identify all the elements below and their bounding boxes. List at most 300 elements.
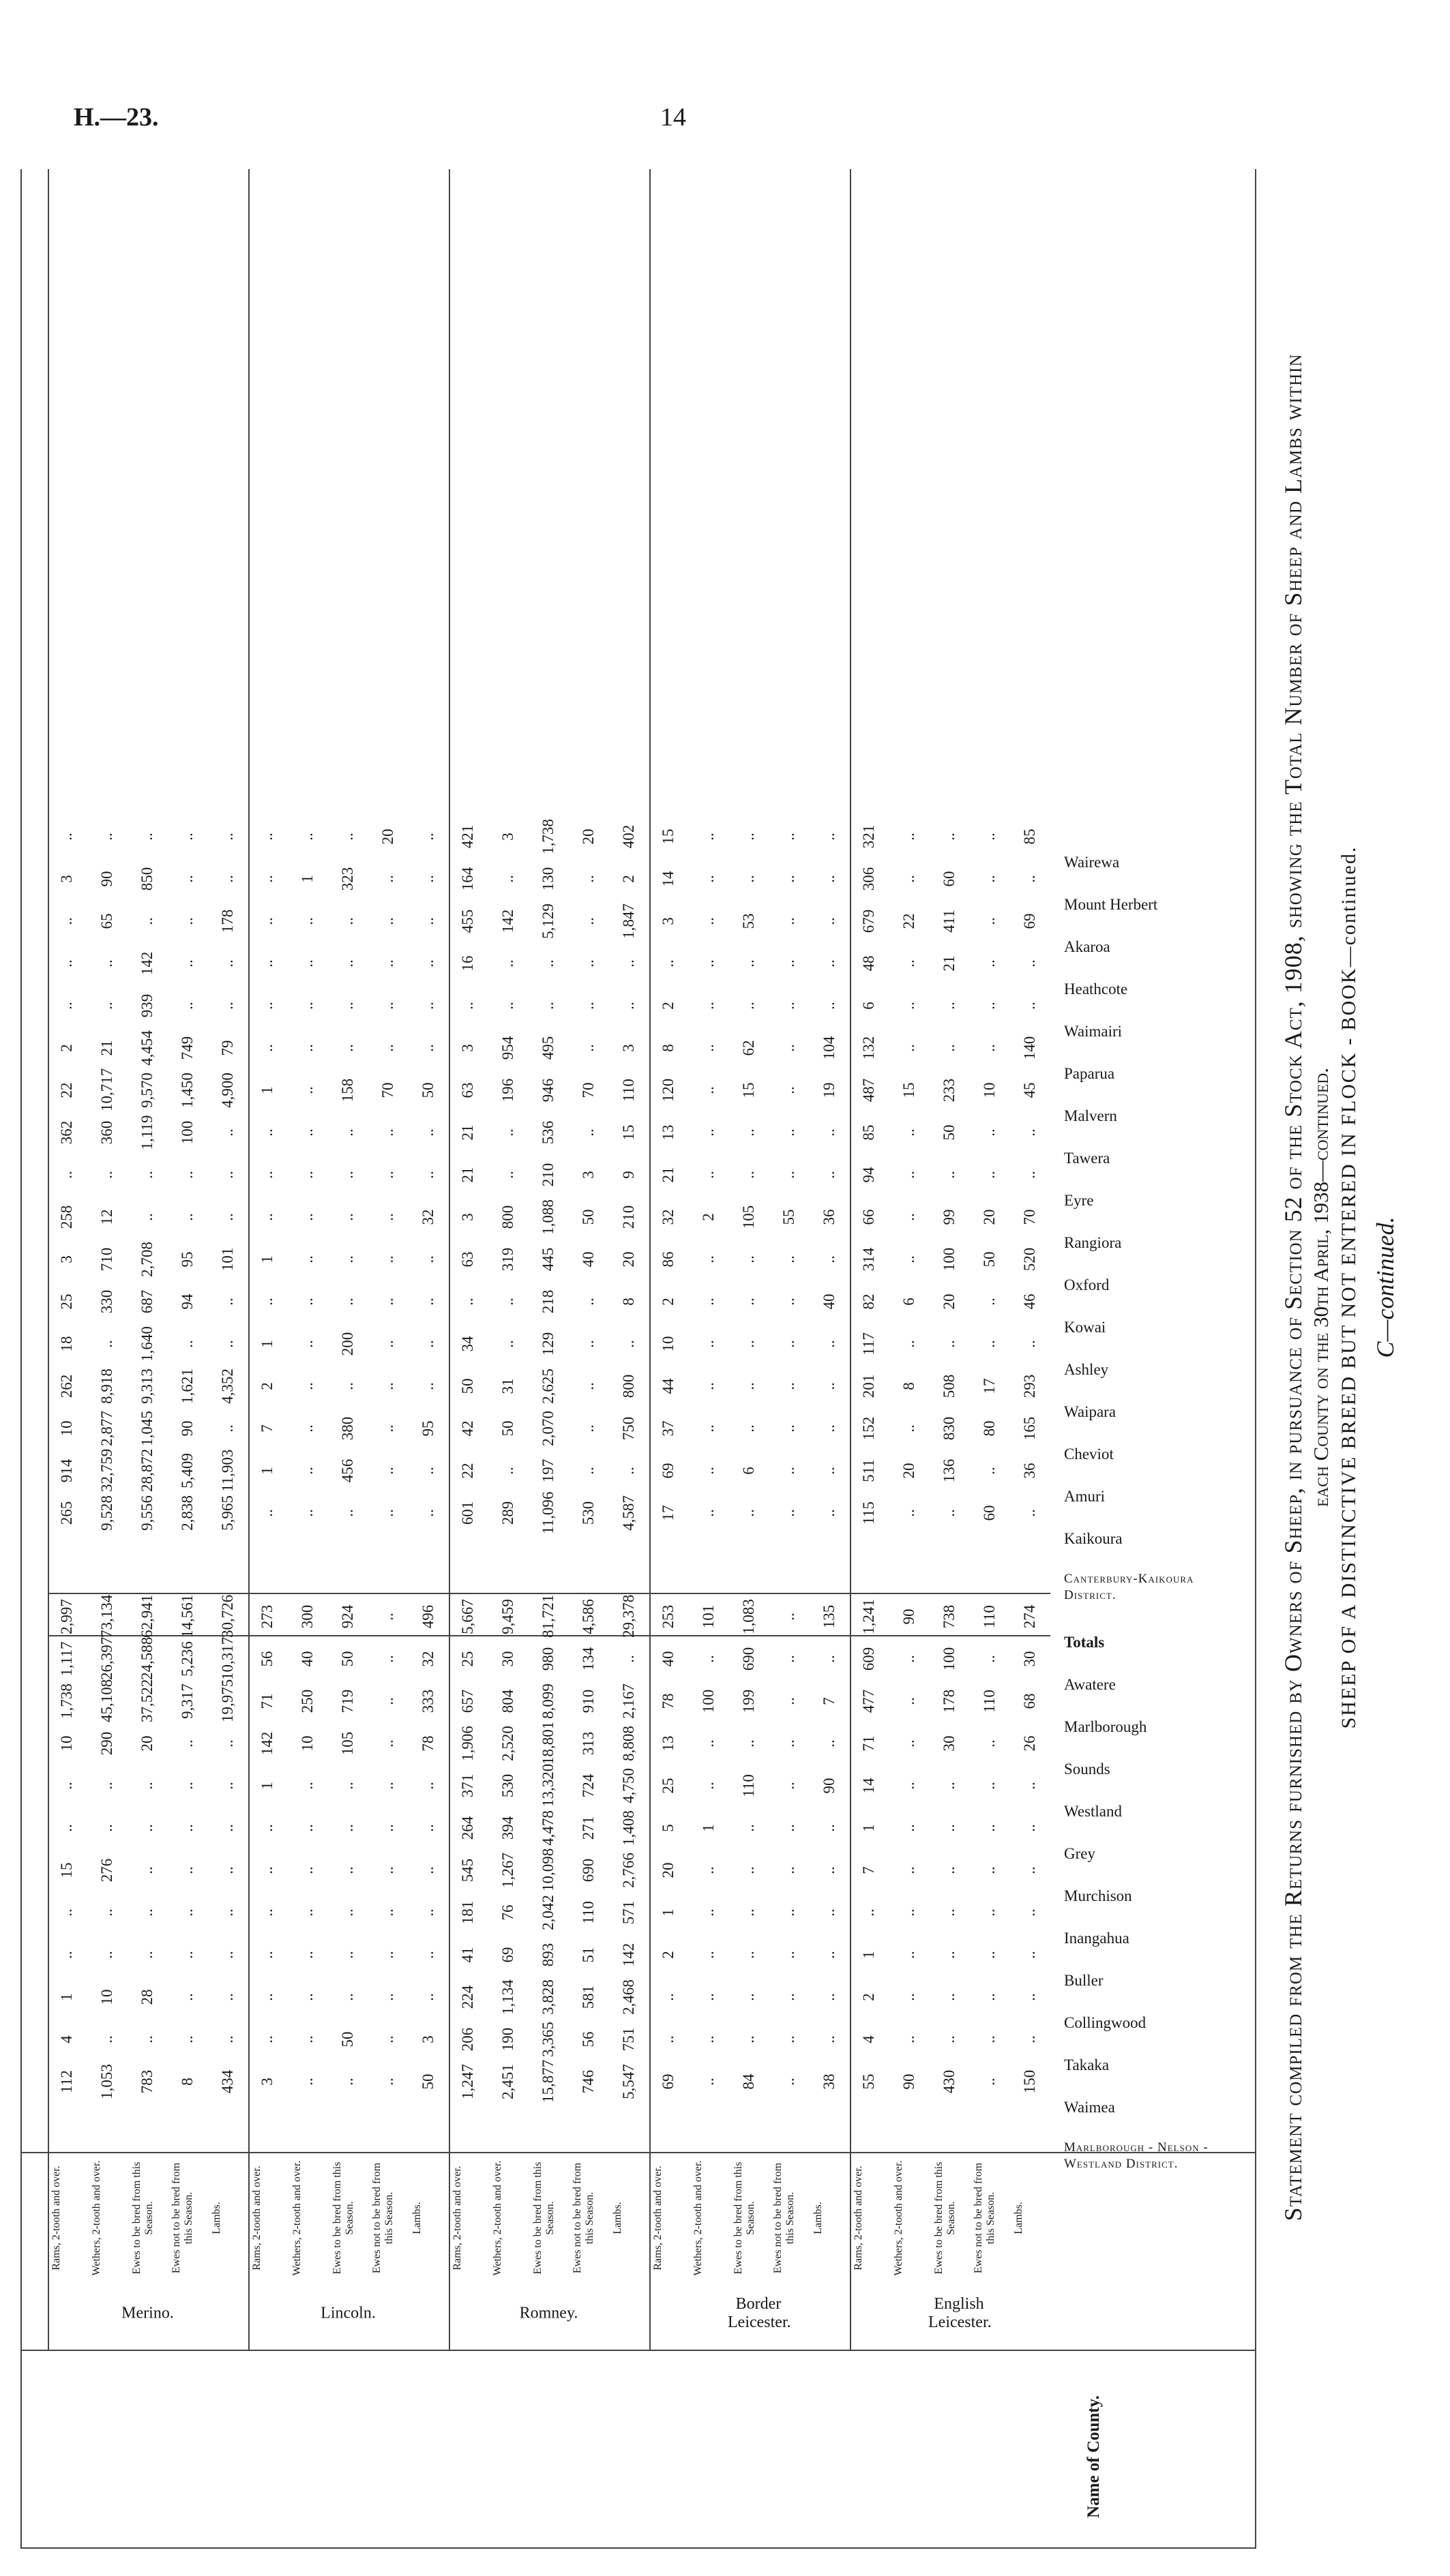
row-2-13-cell: ..	[780, 1002, 797, 1010]
row-2-3-cell: ..	[740, 1424, 757, 1433]
breed-header-4: Border Leicester.	[728, 2295, 791, 2331]
row-1-8-cell: 724	[579, 1773, 597, 1798]
row-2-2-cell: 11,903	[218, 1449, 236, 1492]
row-1-1-cell: 783	[138, 2069, 156, 2094]
row-1-1-cell: ..	[379, 2078, 396, 2086]
row-2-6-cell: ..	[780, 1298, 797, 1306]
row-2-8-cell: 32	[419, 1209, 437, 1225]
row-2-8-cell: 55	[780, 1209, 797, 1225]
row-2-12-cell: ..	[299, 1044, 316, 1052]
row-2-14-cell: ..	[820, 959, 838, 968]
row-1-1-cell: 90	[900, 2073, 918, 2090]
row-2-4-cell: 201	[860, 1374, 878, 1398]
row-2-17-cell: ..	[700, 833, 717, 841]
row-2-2-cell: 136	[941, 1458, 958, 1483]
row-2-2-cell: 5,409	[178, 1453, 196, 1488]
row-2-17-cell: ..	[258, 833, 276, 841]
row-2-7-cell: 86	[660, 1251, 677, 1268]
row-1-3-cell: ..	[780, 1993, 797, 2001]
row-2-15-cell: ..	[700, 917, 717, 925]
row-1-8-cell: ..	[980, 1782, 998, 1790]
row-2-11-cell: 233	[941, 1078, 958, 1103]
row-1-7-cell: ..	[178, 1824, 196, 1832]
row-1-7-cell: ..	[780, 1824, 797, 1832]
row-1-3-cell: 1,134	[499, 1979, 517, 2015]
breed-divider-5	[850, 169, 851, 2351]
row-1-5-cell: ..	[1020, 1908, 1038, 1917]
row-2-15-cell: 69	[1020, 913, 1038, 929]
row-2-15-cell: 53	[740, 913, 757, 929]
row-1-1-cell: ..	[780, 2078, 797, 2086]
row-2-13-cell: ..	[900, 1002, 918, 1010]
row-2-13-label: Waimairi	[1064, 1023, 1123, 1040]
row-1-9-cell: ..	[178, 1739, 196, 1748]
column-header: Lambs.	[411, 2202, 424, 2234]
row-2-11-cell: 45	[1020, 1082, 1038, 1098]
row-1-11-cell: 100	[941, 1647, 958, 1671]
row-2-3-cell: ..	[299, 1424, 316, 1433]
row-2-16-cell: 164	[459, 867, 477, 891]
row-1-1-cell: ..	[700, 2078, 717, 2086]
column-header: Rams, 2-tooth and over.	[251, 2166, 263, 2271]
row-1-5-cell: 181	[459, 1900, 477, 1925]
row-2-11-cell: 63	[459, 1082, 477, 1098]
row-2-13-cell: ..	[419, 1002, 437, 1010]
row-1-6-cell: ..	[980, 1866, 998, 1874]
row-1-6-cell: ..	[339, 1866, 356, 1874]
row-2-15-cell: ..	[780, 917, 797, 925]
row-1-3-label: Collingwood	[1064, 2014, 1146, 2031]
row-2-16-cell: ..	[379, 875, 396, 883]
row-1-8-cell: 110	[740, 1774, 757, 1797]
row-2-3-cell: 380	[339, 1416, 356, 1441]
row-1-2-cell: 190	[499, 2027, 517, 2052]
continued-heading: C—continued.	[1372, 1216, 1399, 1358]
row-1-4-cell: ..	[740, 1951, 757, 1959]
row-1-7-cell: 5	[660, 1824, 677, 1832]
row-1-4-cell: ..	[1020, 1951, 1038, 1959]
row-2-16-cell: ..	[499, 875, 517, 883]
row-2-7-cell: 1	[258, 1255, 276, 1263]
row-1-2-cell: ..	[1020, 2035, 1038, 2043]
row-2-14-cell: ..	[780, 959, 797, 968]
row-2-12-cell: 104	[820, 1036, 838, 1060]
row-2-9-label: Eyre	[1064, 1192, 1094, 1209]
row-2-14-cell: ..	[178, 959, 196, 968]
row-2-11-label: Malvern	[1064, 1107, 1117, 1124]
row-2-2-cell: ..	[299, 1467, 316, 1475]
row-1-3-cell: ..	[178, 1993, 196, 2001]
row-1-4-cell: ..	[178, 1951, 196, 1959]
row-2-17-cell: ..	[820, 833, 838, 841]
row-2-13-cell: 2	[660, 1002, 677, 1010]
row-1-4-cell: ..	[258, 1951, 276, 1959]
row-2-3-cell: 152	[860, 1416, 878, 1441]
row-2-3-cell: ..	[218, 1424, 236, 1433]
row-2-15-cell: ..	[299, 917, 316, 925]
row-2-1-cell: ..	[299, 1509, 316, 1517]
row-2-14-cell: ..	[619, 959, 637, 968]
row-2-11-cell: ..	[780, 1086, 797, 1094]
row-2-13-cell: ..	[339, 1002, 356, 1010]
row-1-11-cell: 50	[339, 1651, 356, 1667]
row-1-2-cell: ..	[700, 2035, 717, 2043]
row-2-2-cell: 20	[900, 1463, 918, 1479]
row-2-13-cell: ..	[58, 1002, 76, 1010]
row-1-1-cell: ..	[299, 2078, 316, 2086]
row-1-7-cell: ..	[900, 1824, 918, 1832]
row-2-12-cell: 62	[740, 1040, 757, 1056]
row-2-7-cell: ..	[339, 1255, 356, 1263]
row-2-8-cell: 3	[459, 1213, 477, 1221]
row-1-3-cell: ..	[980, 1993, 998, 2001]
row-2-14-cell: 142	[138, 951, 156, 976]
row-2-3-cell: ..	[700, 1424, 717, 1433]
row-2-15-cell: 142	[499, 909, 517, 933]
row-2-12-cell: ..	[980, 1044, 998, 1052]
row-1-7-cell: ..	[98, 1824, 116, 1832]
row-1-6-cell: ..	[740, 1866, 757, 1874]
row-1-6-cell: ..	[820, 1866, 838, 1874]
row-2-13-cell: ..	[98, 1002, 116, 1010]
row-2-13-cell: ..	[941, 1002, 958, 1010]
row-1-7-cell: ..	[339, 1824, 356, 1832]
column-header: Rams, 2-tooth and over.	[452, 2166, 463, 2271]
row-2-17-cell: 421	[459, 824, 477, 849]
row-2-14-cell: ..	[499, 959, 517, 968]
row-2-3-cell: 95	[419, 1420, 437, 1437]
row-2-14-cell: ..	[579, 959, 597, 968]
row-1-4-cell: ..	[138, 1951, 156, 1959]
row-2-7-cell: 710	[98, 1247, 116, 1272]
table-bottom-border	[1255, 169, 1256, 2549]
row-2-6-cell: 46	[1020, 1293, 1038, 1310]
row-2-7-cell: ..	[379, 1255, 396, 1263]
row-2-3-cell: ..	[379, 1424, 396, 1433]
totals-row-1-cell: 110	[980, 1605, 998, 1628]
row-2-11-cell: 15	[900, 1082, 918, 1098]
row-2-4-cell: ..	[579, 1382, 597, 1390]
totals-row-1-cell: ..	[780, 1613, 797, 1621]
row-2-8-cell: 105	[740, 1205, 757, 1229]
row-2-5-cell: 200	[339, 1332, 356, 1356]
row-1-3-cell: ..	[419, 1993, 437, 2001]
row-2-7-cell: 445	[539, 1247, 557, 1272]
row-1-6-cell: 1,267	[499, 1853, 517, 1888]
row-1-6-cell: 20	[660, 1862, 677, 1878]
row-2-8-cell: 99	[941, 1209, 958, 1225]
row-2-12-cell: ..	[419, 1044, 437, 1052]
column-header: Ewes to be bred from this Season.	[331, 2161, 355, 2275]
row-1-7-cell: ..	[1020, 1824, 1038, 1832]
row-2-5-cell: ..	[579, 1340, 597, 1348]
row-2-8-cell: 66	[860, 1209, 878, 1225]
row-2-16-cell: 1	[299, 875, 316, 883]
row-2-17-cell: ..	[299, 833, 316, 841]
row-2-9-cell: 21	[459, 1167, 477, 1183]
row-1-10-cell: 71	[258, 1693, 276, 1709]
row-2-9-cell: ..	[900, 1171, 918, 1179]
title-line-3: SHEEP OF A DISTINCTIVE BREED BUT NOT ENTERED IN FLOCK - BOOK—continued.	[1337, 845, 1360, 1729]
row-2-6-cell: 330	[98, 1289, 116, 1314]
column-header: Ewes to be bred from this Season.	[732, 2161, 756, 2275]
row-1-8-cell: ..	[780, 1782, 797, 1790]
row-2-7-cell: 95	[178, 1251, 196, 1268]
row-1-6-cell: 276	[98, 1858, 116, 1883]
row-2-10-cell: 21	[459, 1124, 477, 1141]
column-header: Rams, 2-tooth and over.	[652, 2166, 664, 2271]
row-2-12-cell: 8	[660, 1044, 677, 1052]
row-2-11-cell: 196	[499, 1078, 517, 1103]
totals-row-1-cell: 273	[258, 1604, 276, 1629]
row-2-12-cell: ..	[900, 1044, 918, 1052]
row-2-5-cell: ..	[700, 1340, 717, 1348]
row-1-9-cell: 105	[339, 1731, 356, 1756]
row-1-8-cell: ..	[419, 1782, 437, 1790]
row-2-17-cell: 321	[860, 824, 878, 849]
row-1-1-cell: 746	[579, 2069, 597, 2094]
row-2-1-cell: 115	[860, 1501, 878, 1525]
row-2-14-cell: ..	[258, 959, 276, 968]
row-1-6-cell: 15	[58, 1862, 76, 1878]
row-2-16-cell: ..	[218, 875, 236, 883]
row-1-4-cell: ..	[98, 1951, 116, 1959]
row-2-12-cell: 3	[619, 1044, 637, 1052]
row-2-9-cell: ..	[299, 1171, 316, 1179]
row-2-14-cell: ..	[539, 959, 557, 968]
row-2-5-cell: ..	[178, 1340, 196, 1348]
row-2-10-label: Tawera	[1064, 1150, 1110, 1167]
row-2-9-cell: 210	[539, 1163, 557, 1187]
row-2-9-cell: ..	[740, 1171, 757, 1179]
breed-divider-4	[649, 169, 651, 2351]
row-2-12-cell: ..	[700, 1044, 717, 1052]
row-2-17-cell: ..	[980, 833, 998, 841]
row-2-10-cell: ..	[1020, 1128, 1038, 1137]
row-1-10-cell: 250	[299, 1689, 316, 1713]
totals-row-1-cell: 14,561	[178, 1594, 196, 1638]
row-1-3-cell: ..	[900, 1993, 918, 2001]
row-1-11-cell: 5,236	[178, 1641, 196, 1677]
totals-row-1-cell: 496	[419, 1604, 437, 1629]
row-2-1-cell: 17	[660, 1505, 677, 1521]
row-2-2-cell: 69	[660, 1463, 677, 1479]
row-1-10-cell: 19,975	[218, 1679, 236, 1722]
totals-row-1-cell: 101	[700, 1604, 717, 1629]
row-1-10-cell: ..	[900, 1697, 918, 1705]
row-2-4-cell: 4,352	[218, 1368, 236, 1404]
row-2-9-cell: ..	[339, 1171, 356, 1179]
row-2-7-cell: ..	[820, 1255, 838, 1263]
row-2-11-cell: 10,717	[98, 1068, 116, 1111]
district-name-1: Marlborough - Nelson - Westland District.	[1064, 2140, 1209, 2171]
row-1-1-cell: ..	[339, 2078, 356, 2086]
row-1-3-cell: 224	[459, 1985, 477, 2009]
row-1-5-cell: ..	[941, 1908, 958, 1917]
row-2-6-cell: 40	[820, 1293, 838, 1310]
row-1-9-cell: 10	[58, 1735, 76, 1752]
row-2-7-cell: ..	[299, 1255, 316, 1263]
row-2-5-cell: ..	[499, 1340, 517, 1348]
row-2-10-cell: ..	[780, 1128, 797, 1137]
row-2-5-cell: 10	[660, 1336, 677, 1352]
row-2-1-cell: ..	[258, 1509, 276, 1517]
row-1-5-label: Inangahua	[1064, 1930, 1129, 1947]
row-2-4-cell: 508	[941, 1374, 958, 1398]
row-1-3-cell: ..	[379, 1993, 396, 2001]
row-2-11-cell: 70	[379, 1082, 396, 1098]
row-2-1-cell: 4,587	[619, 1495, 637, 1531]
row-2-4-cell: 262	[58, 1374, 76, 1398]
row-1-4-cell: ..	[419, 1951, 437, 1959]
row-2-15-cell: 178	[218, 909, 236, 933]
row-2-10-cell: 85	[860, 1124, 878, 1141]
row-2-4-cell: 1,621	[178, 1368, 196, 1404]
row-1-10-cell: 804	[499, 1689, 517, 1713]
row-1-4-cell: 893	[539, 1943, 557, 1967]
row-2-6-cell: 20	[941, 1293, 958, 1310]
row-1-1-label: Waimea	[1064, 2099, 1115, 2116]
row-2-8-cell: 210	[619, 1205, 637, 1229]
row-1-11-cell: 24,588	[138, 1636, 156, 1680]
row-2-8-cell: ..	[299, 1213, 316, 1221]
row-1-8-cell: 1	[258, 1782, 276, 1790]
row-2-4-cell: 800	[619, 1374, 637, 1398]
row-2-12-cell: 21	[98, 1040, 116, 1056]
row-2-16-cell: 90	[98, 871, 116, 887]
row-2-8-cell: 258	[58, 1205, 76, 1229]
row-2-17-cell: 15	[660, 828, 677, 845]
row-2-4-cell: ..	[379, 1382, 396, 1390]
row-2-15-cell: ..	[58, 917, 76, 925]
row-1-11-cell: 56	[258, 1651, 276, 1667]
row-1-5-cell: 110	[579, 1901, 597, 1924]
row-2-11-cell: 158	[339, 1078, 356, 1103]
row-1-9-cell: 290	[98, 1731, 116, 1756]
row-2-12-cell: 954	[499, 1036, 517, 1060]
row-2-15-cell: 455	[459, 909, 477, 933]
row-2-4-cell: ..	[780, 1382, 797, 1390]
row-2-15-cell: 65	[98, 913, 116, 929]
row-1-8-cell: ..	[98, 1782, 116, 1790]
row-1-3-cell: 2,468	[619, 1979, 637, 2015]
row-1-7-cell: ..	[419, 1824, 437, 1832]
row-1-8-cell: ..	[379, 1782, 396, 1790]
row-1-1-cell: 2,451	[499, 2064, 517, 2099]
row-1-11-cell: 40	[660, 1651, 677, 1667]
row-1-1-cell: 38	[820, 2073, 838, 2090]
row-2-13-cell: ..	[258, 1002, 276, 1010]
row-1-1-cell: 15,877	[539, 2059, 557, 2103]
row-2-7-cell: ..	[740, 1255, 757, 1263]
row-2-10-cell: 50	[941, 1124, 958, 1141]
row-1-2-cell: 56	[579, 2031, 597, 2048]
row-2-1-cell: 60	[980, 1505, 998, 1521]
row-2-4-cell: ..	[700, 1382, 717, 1390]
row-2-13-cell: ..	[499, 1002, 517, 1010]
row-1-11-cell: 690	[740, 1647, 757, 1671]
totals-row-1-cell: 1,241	[860, 1599, 878, 1634]
row-1-11-cell: 30	[499, 1651, 517, 1667]
row-1-10-cell: 110	[980, 1690, 998, 1713]
row-2-3-cell: ..	[820, 1424, 838, 1433]
table-left-border	[20, 2547, 1255, 2549]
row-1-8-cell: 530	[499, 1773, 517, 1798]
row-2-14-cell: 21	[941, 955, 958, 972]
row-2-13-cell: ..	[820, 1002, 838, 1010]
row-1-7-cell: ..	[941, 1824, 958, 1832]
row-2-10-cell: ..	[419, 1128, 437, 1137]
row-2-6-cell: ..	[579, 1298, 597, 1306]
row-2-7-label: Oxford	[1064, 1276, 1110, 1293]
column-header: Lambs.	[612, 2202, 624, 2234]
row-2-16-cell: 306	[860, 867, 878, 891]
totals-row-1-cell: 4,586	[579, 1599, 597, 1634]
row-2-14-cell: 16	[459, 955, 477, 972]
row-2-1-cell: 5,965	[218, 1495, 236, 1531]
row-1-4-cell: ..	[780, 1951, 797, 1959]
row-1-9-cell: 313	[579, 1731, 597, 1756]
row-2-14-cell: ..	[98, 959, 116, 968]
row-2-3-cell: 2,877	[98, 1411, 116, 1446]
row-1-10-label: Marlborough	[1064, 1718, 1147, 1735]
row-1-9-cell: ..	[980, 1739, 998, 1748]
row-1-7-cell: 394	[499, 1816, 517, 1840]
row-2-6-cell: 94	[178, 1293, 196, 1310]
row-2-5-cell: 1,640	[138, 1326, 156, 1362]
row-2-10-cell: ..	[900, 1128, 918, 1137]
row-2-1-cell: ..	[1020, 1509, 1038, 1517]
row-2-3-cell: 37	[660, 1420, 677, 1437]
row-2-12-cell: ..	[339, 1044, 356, 1052]
row-1-9-cell: 13	[660, 1735, 677, 1752]
row-2-11-cell: 110	[619, 1079, 637, 1102]
row-1-9-label: Sounds	[1064, 1761, 1110, 1778]
row-2-8-cell: 800	[499, 1205, 517, 1229]
row-1-11-label: Awatere	[1064, 1676, 1116, 1693]
row-1-8-cell: ..	[58, 1782, 76, 1790]
row-2-5-cell: ..	[419, 1340, 437, 1348]
column-header: Ewes to be bred from this Season.	[130, 2161, 155, 2275]
column-header: Rams, 2-tooth and over.	[853, 2166, 864, 2271]
row-1-10-cell: 1,738	[58, 1683, 76, 1719]
row-2-12-cell: 79	[218, 1040, 236, 1056]
district-name-2: Canterbury-Kaikoura District.	[1064, 1572, 1194, 1602]
row-1-9-cell: 30	[941, 1735, 958, 1752]
row-2-5-cell: ..	[299, 1340, 316, 1348]
row-2-5-cell: ..	[740, 1340, 757, 1348]
row-1-3-cell: ..	[218, 1993, 236, 2001]
row-2-13-cell: 939	[138, 993, 156, 1018]
row-2-15-cell: ..	[379, 917, 396, 925]
row-2-9-cell: ..	[419, 1171, 437, 1179]
row-2-10-cell: 360	[98, 1120, 116, 1145]
row-1-2-cell: ..	[980, 2035, 998, 2043]
row-2-14-cell: 48	[860, 955, 878, 972]
row-2-17-cell: ..	[138, 833, 156, 841]
row-2-1-cell: 2,838	[178, 1495, 196, 1531]
row-2-3-cell: 165	[1020, 1416, 1038, 1441]
row-1-11-cell: ..	[379, 1655, 396, 1663]
row-2-8-cell: ..	[218, 1213, 236, 1221]
row-2-6-cell: ..	[218, 1298, 236, 1306]
table-top-border	[20, 169, 22, 2549]
row-2-9-cell: ..	[980, 1171, 998, 1179]
row-2-11-cell: ..	[700, 1086, 717, 1094]
row-2-15-cell: 22	[900, 913, 918, 929]
row-2-12-cell: 3	[459, 1044, 477, 1052]
row-2-2-cell: 456	[339, 1458, 356, 1483]
